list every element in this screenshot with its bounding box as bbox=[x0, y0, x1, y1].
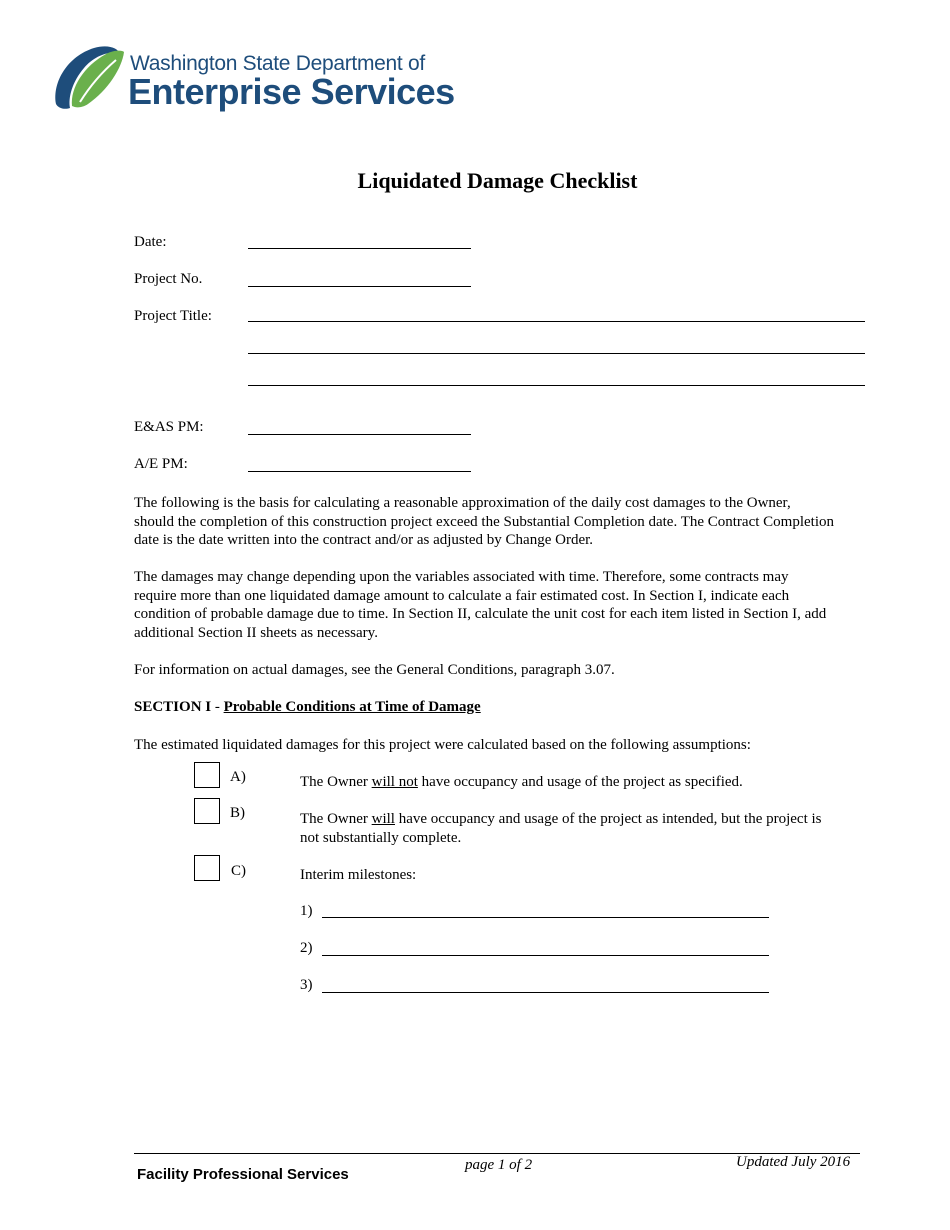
eas-pm-label: E&AS PM: bbox=[134, 419, 204, 435]
logo-swoosh-icon bbox=[50, 42, 130, 116]
section-1-intro: The estimated liquidated damages for this project were calculated based on the following assumptions: bbox=[134, 737, 751, 753]
section-1-separator: - bbox=[211, 699, 224, 715]
milestone-3-number: 3) bbox=[300, 977, 313, 993]
project-title-field-line-1[interactable] bbox=[248, 321, 865, 322]
ae-pm-field[interactable] bbox=[248, 471, 471, 472]
logo-text-enterprise-services: Enterprise Services bbox=[128, 71, 455, 112]
option-b-text: The Owner will have occupancy and usage of the project as intended, but the project is not substantially complete. bbox=[300, 811, 822, 846]
milestone-2-number: 2) bbox=[300, 940, 313, 956]
date-label: Date: bbox=[134, 234, 167, 250]
paragraph-damages: The damages may change depending upon the variables associated with time. Therefore, some contracts may require more than one liquidated damage amount to calculate a fair estimated cost. In Section I, indicate each condition of probable damage due to time. In Section II, calculate the unit cost for each item listed in Section I, add additional Section II sheets as necessary. bbox=[134, 569, 827, 642]
milestone-1-number: 1) bbox=[300, 903, 313, 919]
option-c-text: Interim milestones: bbox=[300, 867, 417, 883]
paragraph-actual-damages: For information on actual damages, see the General Conditions, paragraph 3.07. bbox=[134, 662, 615, 678]
option-a-text: The Owner will not have occupancy and usage of the project as specified. bbox=[300, 774, 743, 790]
project-no-label: Project No. bbox=[134, 271, 203, 287]
option-a-letter: A) bbox=[230, 769, 246, 785]
footer-page-number: page 1 of 2 bbox=[465, 1157, 533, 1173]
milestone-1-field[interactable] bbox=[322, 917, 769, 918]
milestone-3-field[interactable] bbox=[322, 992, 769, 993]
option-b-letter: B) bbox=[230, 805, 245, 821]
ae-pm-label: A/E PM: bbox=[134, 456, 188, 472]
milestone-2-field[interactable] bbox=[322, 955, 769, 956]
date-field[interactable] bbox=[248, 248, 471, 249]
option-a-checkbox[interactable] bbox=[194, 762, 220, 788]
project-no-field[interactable] bbox=[248, 286, 471, 287]
project-title-label: Project Title: bbox=[134, 308, 212, 324]
section-1-title: Probable Conditions at Time of Damage bbox=[223, 699, 481, 715]
logo-text-department: Washington State Department of bbox=[130, 52, 425, 75]
eas-pm-field[interactable] bbox=[248, 434, 471, 435]
paragraph-basis: The following is the basis for calculating a reasonable approximation of the daily cost damages to the Owner, should the completion of this construction project exceed the Substantial Completion date. The Contract Completion date is the date written into the contract and/or as adjusted by Change Order. bbox=[134, 495, 834, 549]
option-c-letter: C) bbox=[231, 863, 246, 879]
section-1-heading bbox=[134, 698, 834, 717]
project-title-field-line-2[interactable] bbox=[248, 353, 865, 354]
option-b-checkbox[interactable] bbox=[194, 798, 220, 824]
section-1-prefix: SECTION I bbox=[134, 699, 212, 715]
page-title: Liquidated Damage Checklist bbox=[357, 168, 638, 193]
project-title-field-line-3[interactable] bbox=[248, 385, 865, 386]
footer-org: Facility Professional Services bbox=[137, 1166, 349, 1183]
option-c-checkbox[interactable] bbox=[194, 855, 220, 881]
footer-updated: Updated July 2016 bbox=[736, 1154, 851, 1170]
